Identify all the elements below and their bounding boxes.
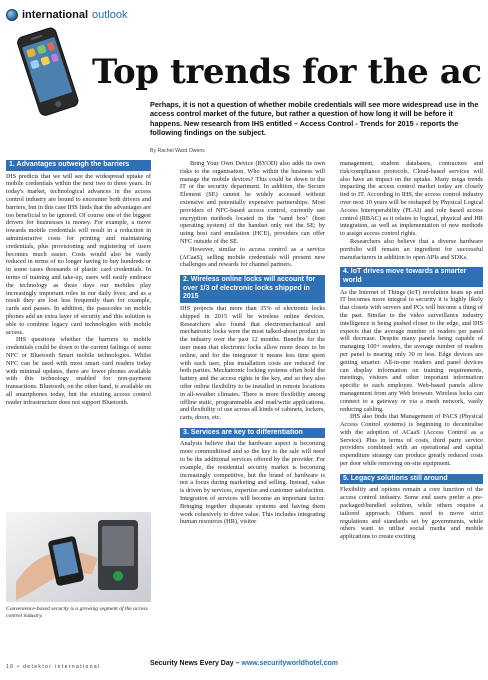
column-2 <box>180 160 325 526</box>
body-paragraph: IHS also finds that Management of PACS (Physical Access Control systems) is beginning to decentralise with the adoption of ACaaS (Access Control as a Service). Plus in terms of costs, third party service providers combined with an operational and capital expenditure strategy can produce greatly reduced costs per door while removing on-site equipment. <box>340 413 483 468</box>
photo-caption: Convenience-based security is a growing segment of the access control industry. <box>6 606 148 619</box>
article-headline: Top trends for the ac <box>92 52 482 92</box>
section-heading-3: 3. Services are key to differentiation <box>180 428 325 439</box>
body-paragraph: Bring Your Own Device (BYOD) also adds its own risks to the organisation. Who within the business will manage the mobile devices? This could be down to the IT or the security department. In addition, the Secure Element (SE) cannot be widely accessed without extensive and potentially expensive partnerships. Most providers of NFC-based access control, currently use encryption methods located in the "sand box" (host operating system) of the handset only not the SE; by using host card emulation (HCE), providers can offer NFC outside of the SE. <box>180 160 325 245</box>
body-paragraph: IHS projects that more than 35% of electronic locks shipped in 2015 will be wireless online devices. Researchers also found that electromechanical and mechatronic locks were the most talked-about product in the industry over the past 12 months. Benefits for the user mean that electronic locks allow more doors to be online, and for the integrator it means less time spent with each user, plus installation costs are reduced for both parties. Mechatronic locking systems often hold the battery and the access rights in the key, and so they also offer online flexibility to be installed in remote locations in all-weather climates. There is more flexibility among offline static, programmable and read/write applications, and flexibility of use across all kinds of cabinets, lockers, carts, doors, etc. <box>180 304 325 422</box>
body-paragraph: management, student databases, contractors and risk/compliance protocols. Cloud-based services will also have an impact on the uptake. Many mega trends impacting the access control market today are closely tied to IT. According to IHS, the access control industry over next 10 years will be reshaped by Physical Logical Access Interoperability (PLAI) and role based access control (RBAC) as it relates to logical, physical and HR integration, as well as implementation of new methods to assign access control rights. <box>340 160 483 238</box>
phone-reader-photo <box>6 512 151 602</box>
section-heading-2: 2. Wireless online locks will account for over 1/3 of electronic locks shipped in 2015 <box>180 275 325 303</box>
section-heading-5: 5. Legacy solutions still around <box>340 474 483 485</box>
body-paragraph: Researchers also believe that a diverse hardware portfolio will remain an ingredient for successful manufacturers in addition to open APIs and SDKs. <box>340 237 483 261</box>
footer-tagline: Security News Every Day – <box>149 660 242 667</box>
body-paragraph: As the Internet of Things (IoT) revolution heats up and IT becomes more integral to security it is highly likely that closets with servers and PCs will become a thing of the past. Similar to the video surveillance industry intelligence is being pushed closer to the edge, and IHS expects that the average number of readers per panel will decrease. Despite many panels being capable of managing 100+ readers, the average number of readers per panel is nearing only 30 or less. Edge devices are getting smarter. All-in-one readers and panel devices can display information on training requirements, meetings, visitors and other important information specific to each employee. Web-based panels allow management from any Web browser. Wireless locks can connect to a gateway or via a mesh network, vastly reducing cabling. <box>340 288 483 413</box>
page-folio: 16 • detektor international <box>6 664 101 670</box>
globe-icon <box>6 9 18 21</box>
footer-url-link[interactable]: www.securityworldhotel.com <box>241 660 339 667</box>
smartphone-illustration <box>10 26 88 118</box>
column-1 <box>6 158 151 407</box>
body-paragraph: IHS predicts that we will see the widespread uptake of mobile credentials within the next two to three years. In today's market, technological advances in the access control industry are bound to encounter both drivers and barriers, but in this case IHS finds that the advantages are too beneficial to be ignored. Of course one of the biggest drivers for businesses is money. For example, a move towards mobile credentials will result in a reduction in administrative costs for printing and maintaining credentials, plus provisioning and registering of users becomes much easier. Costs would also be vastly reduced in terms of no longer having to buy hundreds or in some cases thousands of plastic card credentials. In terms of training and take-up, users will easily embrace the technology as these days our mobiles play increasingly important roles in our daily lives; and as a result they are lost less frequently than for example, cards and passes. In addition, the passcodes on mobile phones add an extra layer of security and this solution is able to combine legacy card technologies with mobile access. <box>6 172 151 336</box>
body-paragraph: IHS questions whether the barriers to mobile credentials could be down to the current failings of some NFC or Bluetooth Smart mobile technologies. Whilst NFC can be used with most smart card readers today with minimal updates, there are fewer phones available with this technology enabled for non-payment transactions. Bluetooth, on the other hand, is available on all smartphones today, but the existing access control reader infrastructure does not support Bluetooth. <box>6 336 151 406</box>
section-heading-1: 1. Advantages outweigh the barriers <box>6 160 151 171</box>
body-paragraph: Flexibility and options remain a core function of the access control industry. Some end users prefer a pre-packaged/bundled solution, while others require a tailored approach. Others need to move strict regulations and standards set by governments, while others want to utilise social media and mobile applications to create exciting <box>340 486 483 541</box>
brand-name: international <box>22 9 89 21</box>
page-footer <box>0 660 488 667</box>
column-3 <box>340 160 483 541</box>
body-paragraph: Analysts believe that the hardware aspect is becoming more commoditised and so the key to the sale will need to be the additional services offered by the provider. For example, the residential security market is becoming increasingly competitive, but the brand of hardware is not a focus during marketing and selling. Instead, value is driven by services, expertise and customer satisfaction. Integration of services will become an important factor. Bringing together disparate systems and having them work cohesively to drive value. This includes integrating human resources (HR), visitor <box>180 440 325 526</box>
article-lede: Perhaps, it is not a question of whether mobile credentials will see more widespread use in the access control market of the future, but rather a question of how long it will be before it happens. New research from IHS entitled – Access Control - Trends for 2015 - reports the following findings on the subject. <box>150 100 479 138</box>
article-byline: By Rachel Ward Owens <box>150 148 205 154</box>
body-paragraph: However, similar to access control as a service (ACaaS), selling mobile credentials will present new challenges and rewards for channel partners. <box>180 245 325 269</box>
masthead <box>6 8 128 22</box>
brand-accent: outlook <box>92 9 128 21</box>
section-heading-4: 4. IoT drives move towards a smarter world <box>340 267 483 286</box>
